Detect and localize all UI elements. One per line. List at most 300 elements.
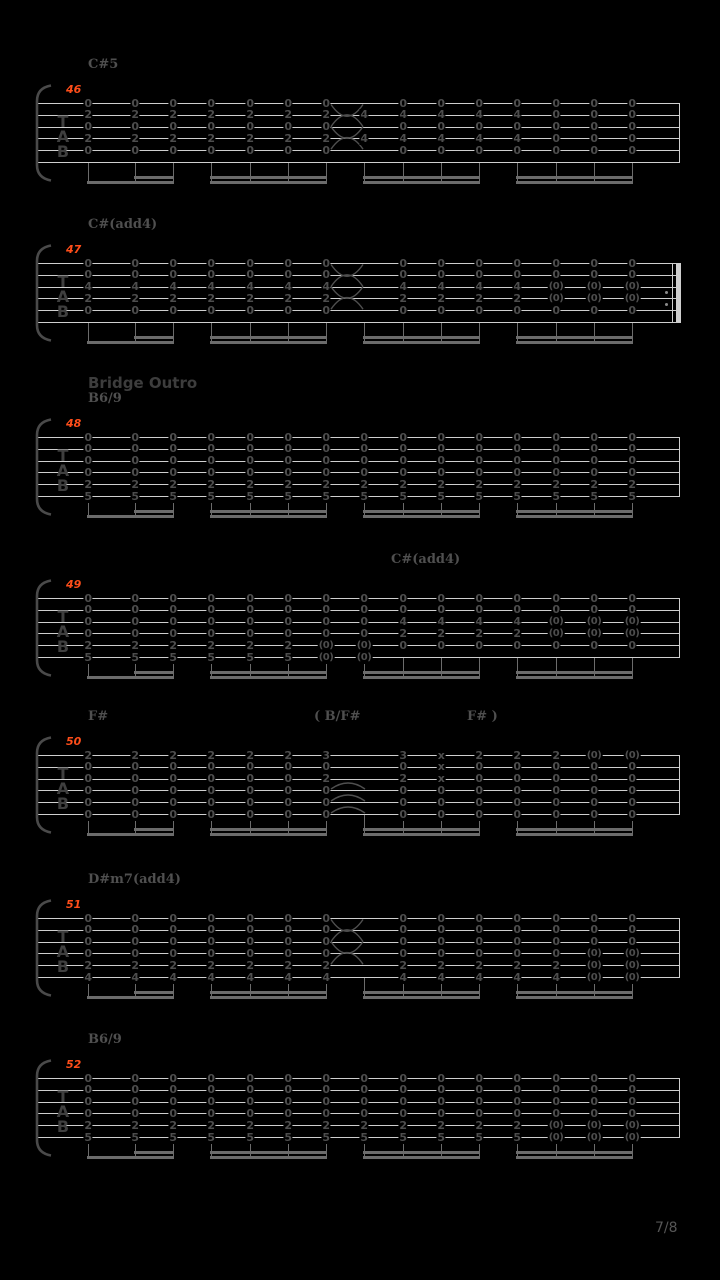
fret-number: 0: [552, 1106, 560, 1120]
fret-number: 0: [207, 454, 215, 468]
fret-number: 0: [246, 923, 254, 937]
fret-number: (0): [586, 947, 602, 959]
fret-number: 5: [437, 489, 445, 503]
fret-number: 0: [399, 143, 407, 157]
fret-number: 0: [399, 465, 407, 479]
fret-number: 2: [513, 1118, 521, 1132]
fret-number: 0: [131, 1071, 139, 1085]
beam-primary: [87, 1156, 174, 1159]
fret-number: 0: [322, 442, 330, 456]
fret-number: 0: [169, 430, 177, 444]
fret-number: 0: [84, 626, 92, 640]
fret-number: 0: [475, 96, 483, 110]
fret-number: 2: [399, 477, 407, 491]
fret-number: 0: [552, 935, 560, 949]
fret-number: 2: [437, 477, 445, 491]
fret-number: 0: [437, 256, 445, 270]
beam-primary: [516, 996, 633, 999]
measure-row-48[interactable]: [0, 367, 720, 527]
fret-number: 0: [628, 1071, 636, 1085]
fret-number: 2: [207, 748, 215, 762]
fret-number: (0): [586, 616, 602, 628]
fret-number: (0): [624, 627, 640, 639]
fret-number: 0: [322, 911, 330, 925]
fret-number: 0: [513, 1095, 521, 1109]
fret-number: 5: [399, 489, 407, 503]
beam-secondary: [134, 336, 174, 339]
fret-number: 2: [437, 1118, 445, 1132]
fret-number: 0: [552, 1071, 560, 1085]
chord-label: F#: [88, 709, 109, 724]
fret-number: 0: [360, 1095, 368, 1109]
fret-number: 0: [437, 1095, 445, 1109]
fret-number: 0: [84, 760, 92, 774]
fret-number: 0: [131, 120, 139, 134]
fret-number: 0: [628, 465, 636, 479]
fret-number: 0: [590, 96, 598, 110]
fret-number: 5: [84, 650, 92, 664]
fret-number: 0: [169, 760, 177, 774]
fret-number: 0: [246, 615, 254, 629]
fret-number: 0: [552, 96, 560, 110]
fret-number: 0: [475, 268, 483, 282]
fret-number: 2: [131, 477, 139, 491]
fret-number: 0: [628, 442, 636, 456]
fret-number: 0: [84, 454, 92, 468]
fret-number: 0: [513, 1083, 521, 1097]
fret-number: 2: [169, 131, 177, 145]
fret-number: 4: [284, 280, 292, 294]
measure-row-47[interactable]: [0, 193, 720, 353]
fret-number: 0: [513, 923, 521, 937]
fret-number: 0: [360, 430, 368, 444]
fret-number: 0: [84, 935, 92, 949]
fret-number: 2: [131, 748, 139, 762]
end-barline: [679, 755, 680, 815]
fret-number: 0: [590, 923, 598, 937]
beam-secondary: [363, 510, 480, 513]
fret-number: 0: [513, 256, 521, 270]
hammer-on-cross-arcs-icon: [330, 263, 364, 313]
fret-number: 0: [513, 143, 521, 157]
fret-number: 0: [437, 935, 445, 949]
system-bracket-icon: [30, 899, 54, 997]
fret-number: 0: [246, 430, 254, 444]
fret-number: 0: [552, 772, 560, 786]
fret-number: 2: [322, 108, 330, 122]
measure-number: 47: [66, 243, 82, 256]
fret-number: 0: [322, 1071, 330, 1085]
beam-secondary: [516, 336, 633, 339]
fret-number: 0: [207, 603, 215, 617]
fret-number: 2: [131, 638, 139, 652]
fret-number: 0: [475, 454, 483, 468]
fret-number: 5: [169, 1130, 177, 1144]
fret-number: 5: [207, 1130, 215, 1144]
fret-number: 5: [475, 489, 483, 503]
fret-number: 0: [322, 454, 330, 468]
fret-number: 4: [475, 280, 483, 294]
fret-number: 5: [131, 650, 139, 664]
fret-number: 0: [207, 807, 215, 821]
fret-number: (0): [356, 639, 372, 651]
fret-number: 0: [246, 1095, 254, 1109]
beam-primary: [87, 996, 174, 999]
fret-number: 2: [84, 1118, 92, 1132]
fret-number: 0: [399, 760, 407, 774]
fret-number: 0: [590, 465, 598, 479]
fret-number: 2: [207, 958, 215, 972]
fret-number: 0: [590, 430, 598, 444]
fret-number: 0: [131, 911, 139, 925]
chord-label: C#(add4): [391, 552, 461, 567]
fret-number: 0: [322, 603, 330, 617]
beam-primary: [363, 341, 480, 344]
fret-number: 0: [628, 131, 636, 145]
fret-number: 2: [284, 958, 292, 972]
fret-number: (0): [624, 959, 640, 971]
fret-number: 0: [169, 256, 177, 270]
fret-number: 0: [322, 923, 330, 937]
fret-number: 5: [246, 489, 254, 503]
beam-primary: [210, 341, 327, 344]
fret-number: 0: [399, 1083, 407, 1097]
fret-number: 0: [437, 923, 445, 937]
fret-number: 0: [513, 1106, 521, 1120]
fret-number: 0: [475, 911, 483, 925]
fret-number: 0: [628, 303, 636, 317]
fret-number: 0: [207, 96, 215, 110]
fret-number: 4: [399, 131, 407, 145]
fret-number: 4: [475, 108, 483, 122]
fret-number: 0: [246, 143, 254, 157]
fret-number: 0: [628, 143, 636, 157]
fret-number: 5: [590, 489, 598, 503]
fret-number: 0: [399, 303, 407, 317]
fret-number: 0: [360, 465, 368, 479]
fret-number: 0: [246, 442, 254, 456]
fret-number: 0: [475, 923, 483, 937]
fret-number: 0: [360, 442, 368, 456]
fret-number: 2: [84, 291, 92, 305]
fret-number: 0: [552, 454, 560, 468]
fret-number: 4: [399, 615, 407, 629]
fret-number: 0: [399, 591, 407, 605]
fret-number: 0: [628, 603, 636, 617]
fret-number: 0: [246, 760, 254, 774]
fret-number: 0: [207, 256, 215, 270]
fret-number: 0: [131, 1083, 139, 1097]
fret-number: 0: [628, 935, 636, 949]
beam-secondary: [516, 176, 633, 179]
fret-number: 4: [513, 280, 521, 294]
fret-number: 0: [513, 783, 521, 797]
fret-number: 0: [246, 807, 254, 821]
fret-number: 0: [207, 268, 215, 282]
fret-number: 2: [207, 108, 215, 122]
fret-number: 0: [84, 120, 92, 134]
fret-number: 0: [169, 935, 177, 949]
fret-number: 0: [169, 1071, 177, 1085]
fret-number: 0: [207, 795, 215, 809]
fret-number: 2: [207, 131, 215, 145]
measure-row-51[interactable]: [0, 848, 720, 1008]
fret-number: 2: [131, 131, 139, 145]
beam-primary: [363, 676, 480, 679]
fret-number: (0): [586, 281, 602, 293]
fret-number: 0: [246, 268, 254, 282]
fret-number: 0: [437, 911, 445, 925]
fret-number: 0: [169, 772, 177, 786]
fret-number: 0: [322, 1095, 330, 1109]
beam-primary: [516, 1156, 633, 1159]
end-barline: [679, 437, 680, 497]
fret-number: 5: [246, 650, 254, 664]
fret-number: 0: [207, 783, 215, 797]
fret-number: 5: [513, 489, 521, 503]
fret-number: 0: [131, 626, 139, 640]
fret-number: 0: [322, 807, 330, 821]
fret-number: 0: [360, 1106, 368, 1120]
fret-number: 4: [84, 970, 92, 984]
system-bracket-icon: [30, 84, 54, 182]
fret-number: 2: [322, 1118, 330, 1132]
fret-number: 2: [552, 477, 560, 491]
fret-number: 0: [475, 430, 483, 444]
fret-number: 2: [246, 477, 254, 491]
fret-number: 0: [169, 120, 177, 134]
fret-number: 0: [207, 430, 215, 444]
beam-secondary: [363, 176, 480, 179]
fret-number: 0: [360, 626, 368, 640]
fret-number: 0: [207, 465, 215, 479]
fret-number: 0: [475, 143, 483, 157]
fret-number: 0: [131, 465, 139, 479]
fret-number: 0: [437, 268, 445, 282]
fret-number: 0: [399, 603, 407, 617]
fret-number: 0: [437, 1071, 445, 1085]
fret-number: 0: [84, 795, 92, 809]
chord-label: F# ): [467, 709, 498, 724]
fret-number: 0: [284, 120, 292, 134]
fret-number: 2: [437, 958, 445, 972]
fret-number: 2: [246, 1118, 254, 1132]
fret-number: 0: [437, 143, 445, 157]
fret-number: 0: [169, 1106, 177, 1120]
fret-number: 0: [513, 430, 521, 444]
fret-number: 0: [322, 120, 330, 134]
beam-secondary: [210, 336, 327, 339]
fret-number: 0: [84, 923, 92, 937]
fret-number: 0: [590, 1106, 598, 1120]
fret-number: 0: [284, 143, 292, 157]
fret-number: 0: [513, 268, 521, 282]
fret-number: 0: [628, 108, 636, 122]
fret-number: 4: [284, 970, 292, 984]
fret-number: 2: [513, 626, 521, 640]
fret-number: 0: [284, 615, 292, 629]
fret-number: 0: [131, 615, 139, 629]
fret-number: 0: [131, 268, 139, 282]
fret-number: 0: [84, 465, 92, 479]
fret-number: 2: [399, 772, 407, 786]
beam-primary: [210, 1156, 327, 1159]
fret-number: 5: [322, 489, 330, 503]
fret-number: 0: [628, 454, 636, 468]
fret-number: 2: [475, 1118, 483, 1132]
beam-secondary: [363, 991, 480, 994]
measure-row-46[interactable]: [0, 33, 720, 193]
fret-number: 0: [131, 760, 139, 774]
beam-primary: [87, 515, 174, 518]
repeat-dot: [665, 303, 668, 306]
fret-number: 0: [284, 96, 292, 110]
fret-number: 0: [552, 430, 560, 444]
hammer-on-arcs-icon: [330, 779, 366, 821]
beam-primary: [516, 833, 633, 836]
fret-number: 0: [322, 783, 330, 797]
fret-number: 2: [399, 626, 407, 640]
fret-number: 0: [360, 454, 368, 468]
end-barline: [679, 598, 680, 658]
fret-number: 2: [360, 477, 368, 491]
fret-number: 4: [131, 280, 139, 294]
fret-number: 0: [513, 442, 521, 456]
fret-number: 4: [513, 615, 521, 629]
fret-number: 5: [284, 1130, 292, 1144]
fret-number: 0: [246, 626, 254, 640]
fret-number: 0: [475, 795, 483, 809]
fret-number: 0: [246, 96, 254, 110]
fret-number: 0: [169, 143, 177, 157]
fret-number: 0: [628, 256, 636, 270]
fret-number: 0: [475, 1095, 483, 1109]
fret-number: (0): [548, 616, 564, 628]
fret-number: 0: [590, 603, 598, 617]
fret-number: 2: [246, 108, 254, 122]
fret-number: 5: [84, 489, 92, 503]
fret-number: 5: [246, 1130, 254, 1144]
fret-number: 0: [84, 268, 92, 282]
fret-number: 4: [131, 970, 139, 984]
fret-number: 2: [131, 1118, 139, 1132]
fret-number: 0: [246, 783, 254, 797]
fret-number: 0: [590, 638, 598, 652]
beam-secondary: [210, 828, 327, 831]
fret-number: 0: [169, 1083, 177, 1097]
measure-row-52[interactable]: [0, 1008, 720, 1168]
fret-number: 2: [284, 1118, 292, 1132]
fret-number: 0: [552, 795, 560, 809]
fret-number: 0: [513, 603, 521, 617]
fret-number: x: [437, 772, 445, 786]
fret-number: 0: [284, 1106, 292, 1120]
fret-number: 0: [628, 591, 636, 605]
fret-number: 0: [131, 772, 139, 786]
beam-primary: [210, 515, 327, 518]
fret-number: 0: [284, 783, 292, 797]
fret-number: 0: [284, 442, 292, 456]
fret-number: 2: [322, 477, 330, 491]
staff-line: [37, 322, 680, 323]
fret-number: 0: [513, 120, 521, 134]
measure-row-50[interactable]: [0, 685, 720, 845]
fret-number: 0: [475, 603, 483, 617]
fret-number: 0: [552, 638, 560, 652]
fret-number: 0: [169, 626, 177, 640]
fret-number: 4: [360, 131, 368, 145]
measure-row-49[interactable]: [0, 528, 720, 688]
fret-number: 4: [399, 108, 407, 122]
beam-primary: [210, 833, 327, 836]
fret-number: 0: [131, 454, 139, 468]
beam-primary: [363, 181, 480, 184]
fret-number: 2: [513, 748, 521, 762]
tab-clef-icon: T A B: [56, 112, 70, 161]
fret-number: 0: [628, 760, 636, 774]
fret-number: 0: [322, 143, 330, 157]
tab-clef-icon: T A B: [56, 446, 70, 495]
fret-number: 2: [284, 638, 292, 652]
fret-number: 4: [437, 970, 445, 984]
fret-number: 0: [590, 454, 598, 468]
fret-number: 4: [552, 970, 560, 984]
fret-number: 0: [322, 626, 330, 640]
beam-secondary: [134, 828, 174, 831]
fret-number: 4: [322, 970, 330, 984]
fret-number: 0: [628, 96, 636, 110]
beam-primary: [363, 833, 480, 836]
fret-number: 5: [360, 1130, 368, 1144]
fret-number: 2: [84, 748, 92, 762]
fret-number: 0: [169, 465, 177, 479]
fret-number: 0: [207, 1083, 215, 1097]
fret-number: 0: [322, 96, 330, 110]
fret-number: (0): [548, 1131, 564, 1143]
fret-number: (0): [586, 1119, 602, 1131]
fret-number: 0: [590, 303, 598, 317]
system-bracket-icon: [30, 736, 54, 834]
fret-number: 0: [246, 1071, 254, 1085]
fret-number: 0: [437, 96, 445, 110]
fret-number: 0: [399, 268, 407, 282]
beam-primary: [363, 996, 480, 999]
fret-number: (0): [548, 1119, 564, 1131]
fret-number: 0: [246, 795, 254, 809]
fret-number: 4: [84, 280, 92, 294]
fret-number: 0: [590, 591, 598, 605]
fret-number: 0: [475, 935, 483, 949]
fret-number: 0: [360, 603, 368, 617]
system-bracket-icon: [30, 579, 54, 677]
fret-number: (0): [624, 616, 640, 628]
fret-number: 5: [131, 1130, 139, 1144]
fret-number: 0: [207, 1071, 215, 1085]
fret-number: 0: [246, 454, 254, 468]
fret-number: 2: [322, 291, 330, 305]
fret-number: 0: [437, 603, 445, 617]
fret-number: 0: [284, 946, 292, 960]
fret-number: 2: [207, 291, 215, 305]
beam-secondary: [134, 1151, 174, 1154]
fret-number: 0: [131, 1095, 139, 1109]
fret-number: 0: [399, 120, 407, 134]
fret-number: 0: [131, 442, 139, 456]
fret-number: 4: [246, 970, 254, 984]
beam-secondary: [363, 828, 480, 831]
measure-number: 48: [66, 417, 82, 430]
beam-primary: [363, 1156, 480, 1159]
